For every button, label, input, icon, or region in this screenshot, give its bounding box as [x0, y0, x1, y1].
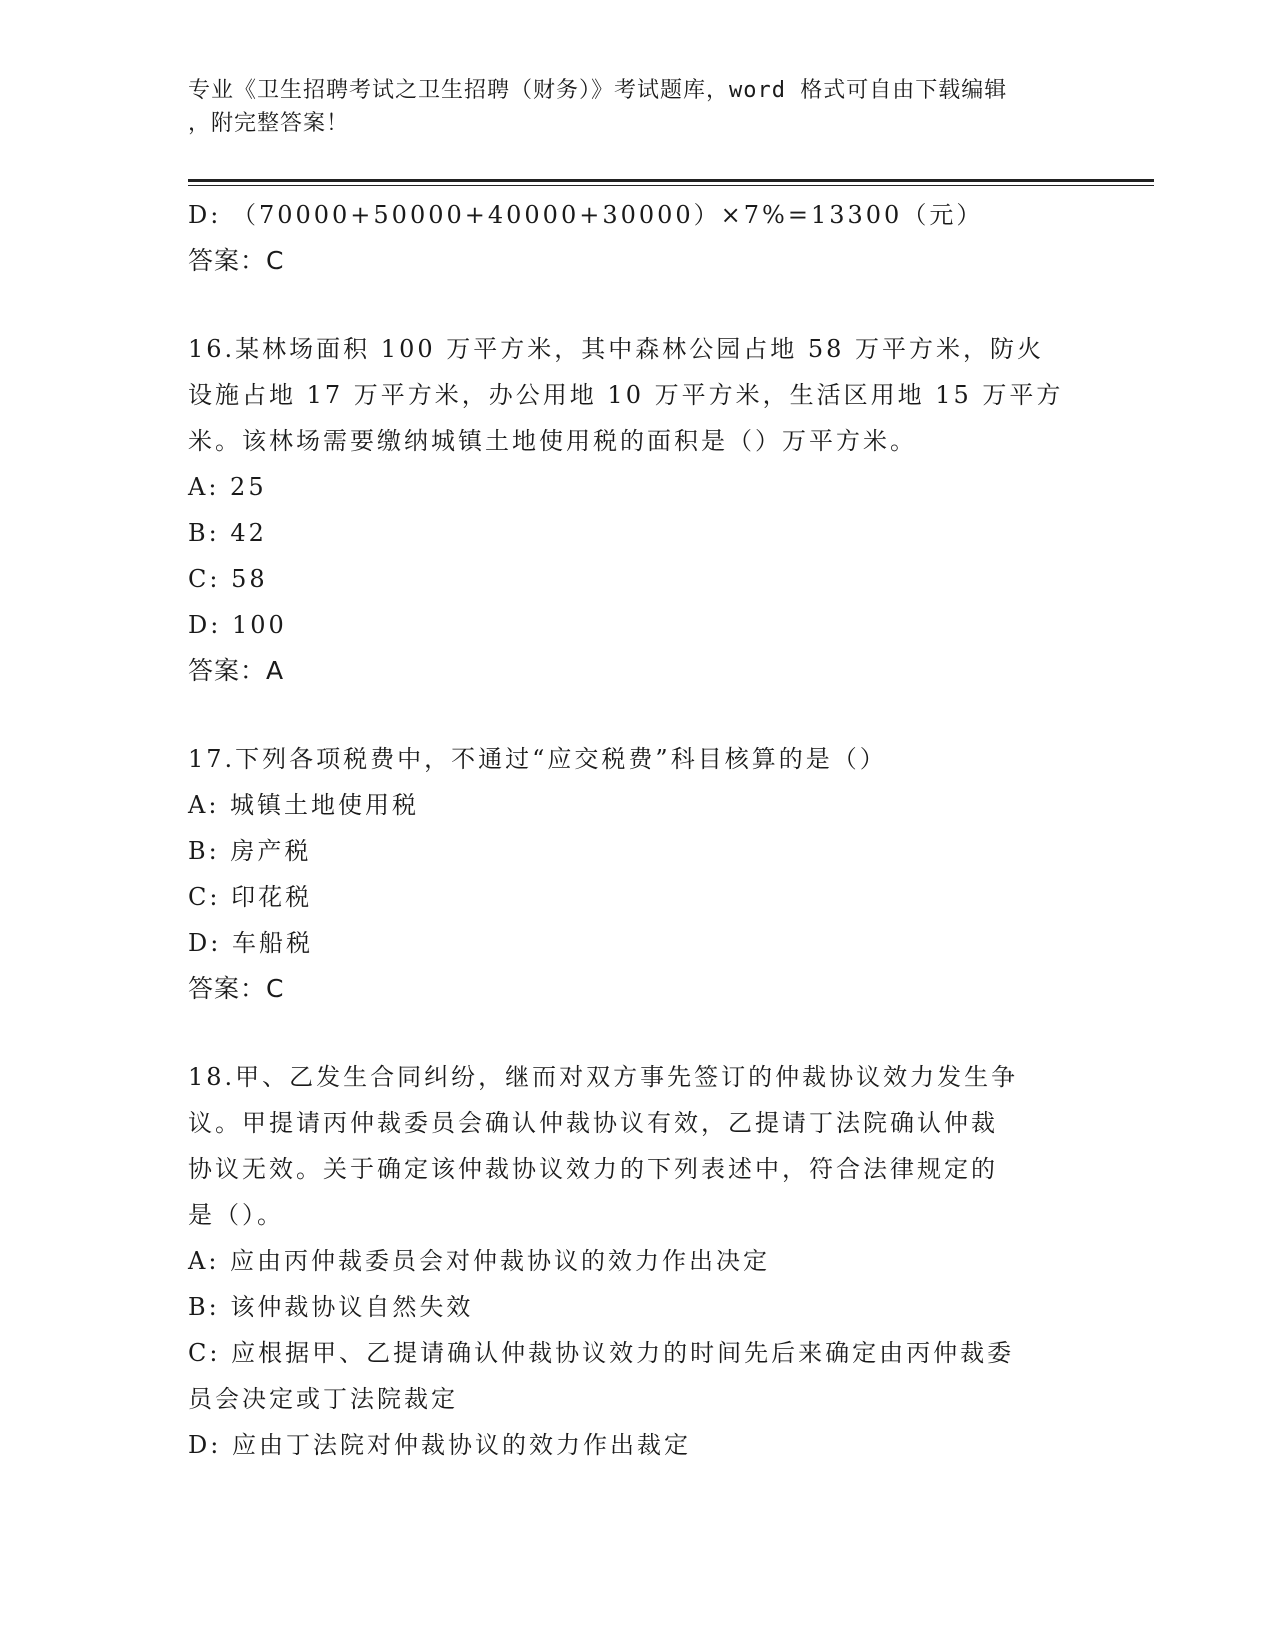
q16-stem-line-1: 16.某林场面积 100 万平方米，其中森林公园占地 58 万平方米，防火: [188, 335, 1045, 363]
question-18: [188, 1054, 1088, 1468]
question-17-stem: [188, 736, 1088, 782]
q17-option-b: B: 房产税: [188, 837, 312, 865]
q16-option-b: B: 42: [188, 519, 267, 547]
q18-stem-line-3: 协议无效。关于确定该仲裁协议效力的下列表述中，符合法律规定的: [188, 1155, 998, 1183]
q16-stem-line-2: 设施占地 17 万平方米，办公用地 10 万平方米，生活区用地 15 万平方: [188, 381, 1064, 409]
q16-option-a: A: 25: [188, 473, 267, 501]
q18-option-c: C: 应根据甲、乙提请确认仲裁协议效力的时间先后来确定由丙仲裁委: [188, 1339, 1015, 1367]
q18-option-c-cont: 员会决定或丁法院裁定: [188, 1385, 458, 1413]
header-line-2: ，附完整答案！: [188, 111, 350, 136]
q18-option-d: D: 应由丁法院对仲裁协议的效力作出裁定: [188, 1431, 691, 1459]
question-16: [188, 326, 1088, 694]
q17-stem-line-1: 17.下列各项税费中，不通过“应交税费”科目核算的是（）: [188, 745, 887, 773]
q17-option-a: A: 城镇土地使用税: [188, 791, 420, 819]
prev-option-d: D: （70000+50000+40000+30000）×7%=13300（元）: [188, 201, 984, 229]
q16-option-c: C: 58: [188, 565, 268, 593]
question-18-stem: [188, 1054, 1088, 1238]
question-17: [188, 736, 1088, 1012]
q16-answer: 答案：A: [188, 656, 285, 685]
question-16-stem: [188, 326, 1088, 464]
q17-answer: 答案：C: [188, 974, 285, 1003]
header-rule-thin: [188, 185, 1154, 186]
q18-stem-line-2: 议。甲提请丙仲裁委员会确认仲裁协议有效，乙提请丁法院确认仲裁: [188, 1109, 998, 1137]
q17-option-d: D: 车船税: [188, 929, 313, 957]
header-line-1: 专业《卫生招聘考试之卫生招聘（财务）》考试题库，word 格式可自由下载编辑: [188, 78, 1008, 103]
q16-option-d: D: 100: [188, 611, 287, 639]
prev-answer: 答案：C: [188, 246, 285, 275]
q18-stem-line-1: 18.甲、乙发生合同纠纷，继而对双方事先签订的仲裁协议效力发生争: [188, 1063, 1019, 1091]
q18-option-a: A: 应由丙仲裁委员会对仲裁协议的效力作出决定: [188, 1247, 771, 1275]
q18-option-b: B: 该仲裁协议自然失效: [188, 1293, 474, 1321]
q17-option-c: C: 印花税: [188, 883, 313, 911]
question-content: [188, 192, 1088, 1468]
header-rule-thick: [188, 179, 1154, 182]
q18-stem-line-4: 是（）。: [188, 1201, 284, 1229]
q16-stem-line-3: 米。该林场需要缴纳城镇土地使用税的面积是（）万平方米。: [188, 427, 917, 455]
document-header: [188, 74, 1068, 140]
